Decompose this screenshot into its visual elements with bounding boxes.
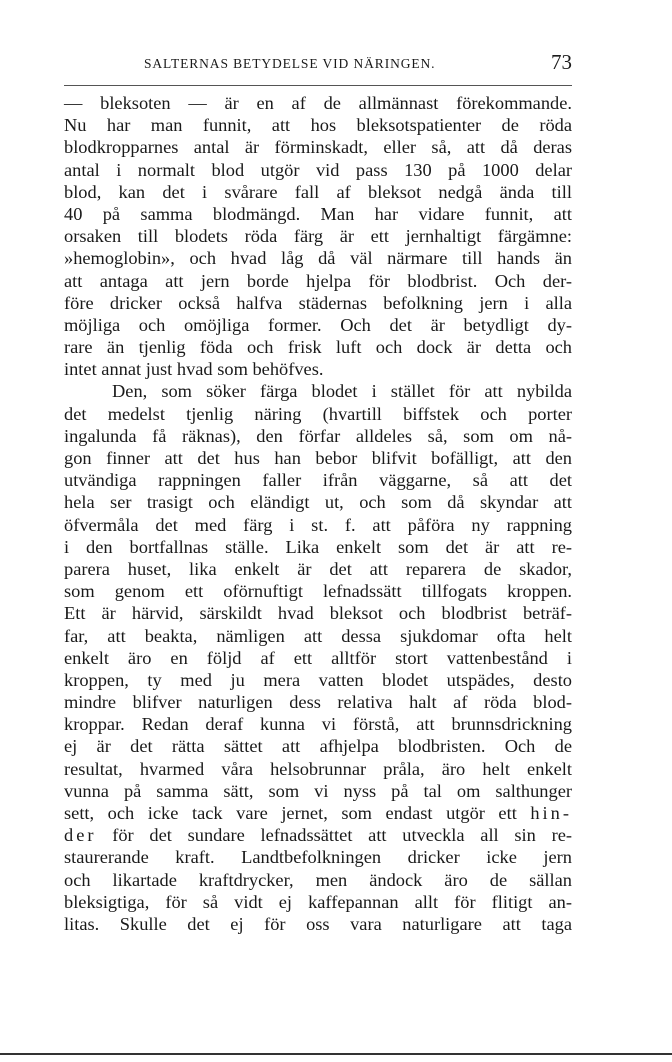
text-line: och likartade kraftdrycker, men ändock äro de sällan [64,869,572,890]
spaced-word: der [64,825,97,846]
text-line: 40 på samma blodmängd. Man har vidare funnit, att [64,203,572,224]
text-line: i den bortfallnas ställe. Lika enkelt som det är att re- [64,536,572,557]
text-line: rare än tjenlig föda och frisk luft och dock är detta och [64,337,572,358]
line-text: sett, och icke tack vare jernet, som endast utgör ett [64,803,517,823]
spaced-word: hin- [530,803,572,823]
text-line: resultat, hvarmed våra helsobrunnar pråla, äro helt enkelt [64,758,572,779]
text-line: att antaga att jern borde hjelpa för blodbrist. Och der- [64,270,572,291]
text-line: — bleksoten — är en af de allmännast förekommande. [64,93,572,113]
paragraph-start-line: Den, som söker färga blodet i stället för att nybilda [112,381,572,402]
text-line: kroppen, ty med ju mera vatten blodet utspädes, desto [64,669,572,690]
text-line: gon finner att det hus han bebor blifvit bofälligt, att den [64,448,572,468]
text-line: öfvermåla det med färg i st. f. att påföra ny rappning [64,514,572,535]
text-line-with-spaced-word [64,824,572,846]
text-line: parera huset, lika enkelt är det att reparera de skador, [64,558,572,579]
running-head [64,50,572,78]
line-text: för det sundare lefnadssättet att utveckla all sin re- [112,825,572,846]
text-line: blodkropparnes antal är förminskadt, eller så, att då deras [64,137,572,158]
text-line: mindre blifver naturligen dess relativa halt af röda blod- [64,692,572,713]
text-line: ingalunda få räknas), den förfar alldeles så, som om nå- [64,425,572,446]
text-line: som genom ett oförnuftigt lefnadssätt tillfogats kroppen. [64,581,572,602]
text-line: enkelt äro en följd af ett alltför stort vattenbestånd i [64,647,572,668]
text-line: kroppar. Redan deraf kunna vi förstå, att brunnsdrickning [64,714,572,735]
text-line: far, att beakta, nämligen att dessa sjukdomar ofta helt [64,625,572,646]
text-line: staurerande kraft. Landtbefolkningen dricker icke jern [64,847,572,868]
text-line: Ett är härvid, särskildt hvad bleksot och blodbrist beträf- [64,603,572,624]
text-line: utvändiga rappningen faller ifrån väggarne, så att det [64,470,572,491]
text-line-with-spaced-word [64,802,572,824]
header-rule [64,85,572,86]
text-line: hela ser trasigt och eländigt ut, och som då skyndar att [64,492,572,513]
text-line: möjliga och omöjliga former. Och det är betydligt dy- [64,314,572,335]
text-line: vunna på samma sätt, som vi nyss på tal om salthunger [64,780,572,801]
body-text [64,92,572,935]
text-line: bleksigtiga, för så vidt ej kaffepannan allt för flitigt an- [64,891,572,912]
text-line: före dricker också halfva städernas befolkning jern i alla [64,292,572,313]
page-number: 73 [551,50,572,74]
text-line: litas. Skulle det ej för oss vara naturligare att taga [64,913,572,934]
text-line: Nu har man funnit, att hos bleksotspatienter de röda [64,115,572,136]
text-line: antal i normalt blod utgör vid pass 130 på 1000 delar [64,159,572,180]
text-line: orsaken till blodets röda färg är ett jernhaltigt färgämne: [64,226,572,247]
text-line: blod, kan det i svårare fall af bleksot nedgå ända till [64,181,572,202]
paragraph-end-line: intet annat just hvad som behöfves. [64,359,324,380]
running-title: SALTERNAS BETYDELSE VID NÄRINGEN. [144,56,436,71]
text-line: ej är det rätta sättet att afhjelpa blodbristen. Och de [64,736,572,757]
text-line: det medelst tjenlig näring (hvartill biffstek och porter [64,403,572,424]
page-bottom-edge [0,1053,672,1055]
text-line: »hemoglobin», och hvad låg då väl närmare till hands än [64,248,572,269]
